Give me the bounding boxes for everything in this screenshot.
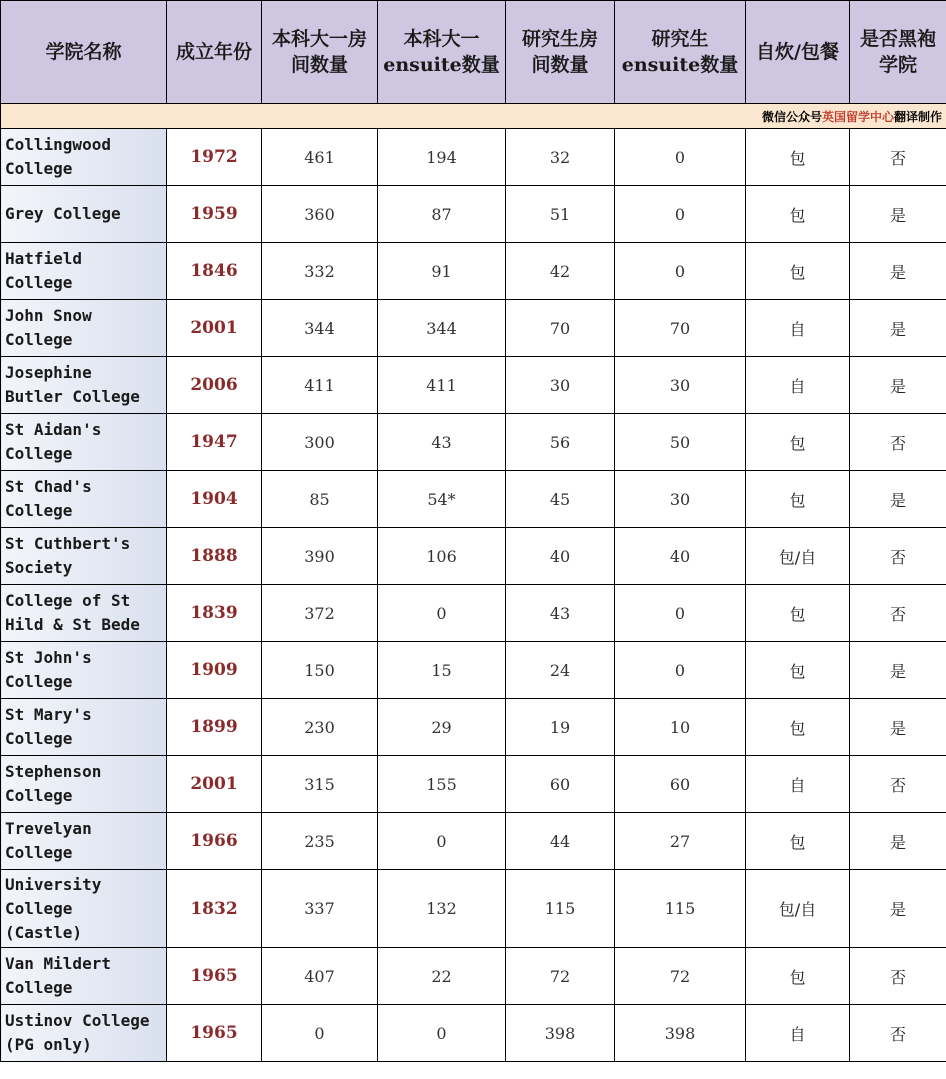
pg-rooms-cell: 72 [506,948,615,1005]
header-row [1,1,946,104]
founded-year-cell: 2001 [167,300,262,357]
table-row [1,300,946,357]
catering-cell: 包 [746,642,850,699]
gown-college-cell: 否 [850,129,946,186]
catering-cell: 包 [746,585,850,642]
pg-rooms-cell: 32 [506,129,615,186]
ug-ensuite-cell: 194 [378,129,506,186]
gown-college-cell: 是 [850,813,946,870]
founded-year-cell: 1846 [167,243,262,300]
catering-cell: 自 [746,756,850,813]
pg-ensuite-cell: 0 [615,186,746,243]
college-name-cell: Grey College [1,186,167,243]
table-row [1,357,946,414]
pg-ensuite-cell: 40 [615,528,746,585]
credit-suffix: 翻译制作 [893,109,942,124]
founded-year-cell: 1904 [167,471,262,528]
ug-rooms-cell: 315 [262,756,378,813]
ug-rooms-cell: 461 [262,129,378,186]
ug-rooms-cell: 235 [262,813,378,870]
gown-college-cell: 是 [850,243,946,300]
pg-rooms-cell: 115 [506,870,615,948]
header-ug-rooms: 本科大一房 间数量 [262,1,378,104]
catering-cell: 包 [746,243,850,300]
ug-ensuite-cell: 91 [378,243,506,300]
table-row [1,186,946,243]
catering-cell: 包 [746,699,850,756]
catering-cell: 自 [746,357,850,414]
ug-rooms-cell: 390 [262,528,378,585]
gown-college-cell: 是 [850,471,946,528]
gown-college-cell: 否 [850,1005,946,1062]
catering-cell: 包 [746,813,850,870]
table-row [1,1005,946,1062]
ug-rooms-cell: 85 [262,471,378,528]
pg-rooms-cell: 45 [506,471,615,528]
ug-ensuite-cell: 0 [378,813,506,870]
pg-rooms-cell: 44 [506,813,615,870]
founded-year-cell: 2001 [167,756,262,813]
college-name-cell: University College (Castle) [1,870,167,948]
pg-rooms-cell: 56 [506,414,615,471]
gown-college-cell: 否 [850,756,946,813]
ug-ensuite-cell: 29 [378,699,506,756]
pg-ensuite-cell: 27 [615,813,746,870]
pg-ensuite-cell: 398 [615,1005,746,1062]
ug-rooms-cell: 411 [262,357,378,414]
credit-highlight: 英国留学中心 [821,109,894,124]
pg-rooms-cell: 19 [506,699,615,756]
pg-ensuite-cell: 30 [615,357,746,414]
table-row [1,642,946,699]
ug-ensuite-cell: 411 [378,357,506,414]
pg-ensuite-cell: 70 [615,300,746,357]
ug-ensuite-cell: 0 [378,585,506,642]
college-name-cell: St Cuthbert's Society [1,528,167,585]
gown-college-cell: 否 [850,948,946,1005]
gown-college-cell: 是 [850,870,946,948]
header-pg-rooms: 研究生房 间数量 [506,1,615,104]
table-row [1,813,946,870]
college-name-cell: Van Mildert College [1,948,167,1005]
credit-prefix: 微信公众号 [761,109,822,124]
ug-rooms-cell: 344 [262,300,378,357]
catering-cell: 包 [746,186,850,243]
college-name-cell: Collingwood College [1,129,167,186]
ug-ensuite-cell: 22 [378,948,506,1005]
ug-ensuite-cell: 15 [378,642,506,699]
pg-ensuite-cell: 10 [615,699,746,756]
catering-cell: 包 [746,948,850,1005]
pg-ensuite-cell: 0 [615,243,746,300]
college-name-cell: Josephine Butler College [1,357,167,414]
pg-rooms-cell: 43 [506,585,615,642]
pg-rooms-cell: 30 [506,357,615,414]
pg-rooms-cell: 398 [506,1005,615,1062]
credit-row [1,104,946,129]
college-name-cell: Stephenson College [1,756,167,813]
ug-ensuite-cell: 132 [378,870,506,948]
founded-year-cell: 1832 [167,870,262,948]
pg-ensuite-cell: 30 [615,471,746,528]
header-college-name: 学院名称 [1,1,167,104]
credit-cell [1,104,946,129]
founded-year-cell: 1909 [167,642,262,699]
founded-year-cell: 1839 [167,585,262,642]
ug-ensuite-cell: 43 [378,414,506,471]
pg-rooms-cell: 70 [506,300,615,357]
founded-year-cell: 1965 [167,1005,262,1062]
college-name-cell: Ustinov College (PG only) [1,1005,167,1062]
ug-rooms-cell: 300 [262,414,378,471]
table-row [1,528,946,585]
table-row [1,129,946,186]
table-row [1,243,946,300]
ug-rooms-cell: 360 [262,186,378,243]
gown-college-cell: 是 [850,186,946,243]
pg-rooms-cell: 40 [506,528,615,585]
pg-ensuite-cell: 72 [615,948,746,1005]
header-founded-year: 成立年份 [167,1,262,104]
founded-year-cell: 1899 [167,699,262,756]
ug-ensuite-cell: 106 [378,528,506,585]
gown-college-cell: 是 [850,699,946,756]
header-gown-college: 是否黑袍 学院 [850,1,946,104]
header-pg-ensuite: 研究生 ensuite数量 [615,1,746,104]
header-ug-ensuite: 本科大一 ensuite数量 [378,1,506,104]
gown-college-cell: 是 [850,642,946,699]
college-name-cell: John Snow College [1,300,167,357]
ug-ensuite-cell: 0 [378,1005,506,1062]
ug-ensuite-cell: 87 [378,186,506,243]
pg-ensuite-cell: 115 [615,870,746,948]
college-name-cell: St Chad's College [1,471,167,528]
catering-cell: 自 [746,300,850,357]
pg-ensuite-cell: 0 [615,642,746,699]
gown-college-cell: 是 [850,357,946,414]
gown-college-cell: 是 [850,300,946,357]
founded-year-cell: 1888 [167,528,262,585]
ug-rooms-cell: 230 [262,699,378,756]
college-name-cell: St Mary's College [1,699,167,756]
ug-ensuite-cell: 155 [378,756,506,813]
header-catering: 自炊/包餐 [746,1,850,104]
founded-year-cell: 1966 [167,813,262,870]
gown-college-cell: 否 [850,414,946,471]
pg-rooms-cell: 51 [506,186,615,243]
ug-rooms-cell: 332 [262,243,378,300]
pg-ensuite-cell: 0 [615,129,746,186]
table-row [1,756,946,813]
pg-rooms-cell: 24 [506,642,615,699]
pg-ensuite-cell: 0 [615,585,746,642]
ug-rooms-cell: 150 [262,642,378,699]
pg-ensuite-cell: 60 [615,756,746,813]
founded-year-cell: 2006 [167,357,262,414]
ug-rooms-cell: 337 [262,870,378,948]
founded-year-cell: 1959 [167,186,262,243]
table-row [1,585,946,642]
ug-ensuite-cell: 54* [378,471,506,528]
pg-rooms-cell: 42 [506,243,615,300]
table-row [1,414,946,471]
college-name-cell: St John's College [1,642,167,699]
gown-college-cell: 否 [850,585,946,642]
founded-year-cell: 1965 [167,948,262,1005]
college-name-cell: Trevelyan College [1,813,167,870]
pg-rooms-cell: 60 [506,756,615,813]
catering-cell: 包 [746,471,850,528]
college-name-cell: Hatfield College [1,243,167,300]
catering-cell: 包/自 [746,870,850,948]
gown-college-cell: 否 [850,528,946,585]
table-row [1,471,946,528]
table-row [1,699,946,756]
pg-ensuite-cell: 50 [615,414,746,471]
catering-cell: 包/自 [746,528,850,585]
college-name-cell: St Aidan's College [1,414,167,471]
ug-ensuite-cell: 344 [378,300,506,357]
ug-rooms-cell: 0 [262,1005,378,1062]
table-row [1,948,946,1005]
table-row [1,870,946,948]
ug-rooms-cell: 407 [262,948,378,1005]
college-name-cell: College of St Hild & St Bede [1,585,167,642]
catering-cell: 包 [746,129,850,186]
catering-cell: 包 [746,414,850,471]
founded-year-cell: 1972 [167,129,262,186]
catering-cell: 自 [746,1005,850,1062]
ug-rooms-cell: 372 [262,585,378,642]
founded-year-cell: 1947 [167,414,262,471]
